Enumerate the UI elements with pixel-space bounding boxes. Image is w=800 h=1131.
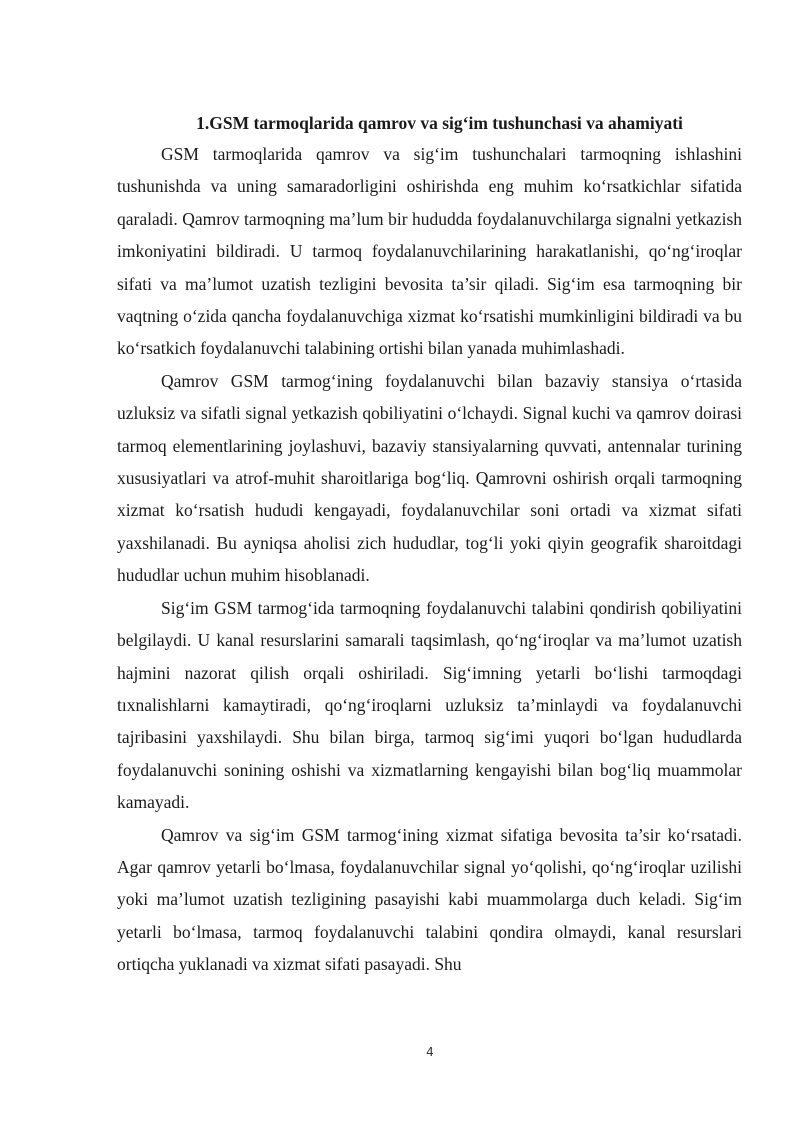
paragraph-4: Qamrov va sig‘im GSM tarmog‘ining xizmat sifatiga bevosita ta’sir ko‘rsatadi. Agar qamrov yetarli bo‘lmasa, foydalanuvchilar signal yo‘qolishi, qo‘ng‘iroqlar uzilishi yoki ma’lumot uzatish tezligining pasayishi kabi muammolarga duch keladi. Sig‘im yetarli bo‘lmasa, tarmoq foydalanuvchi talabini qondira olmaydi, kanal resurslari ortiqcha yuklanadi va xizmat sifati pasayadi. Shu xyxy=(117,824,742,975)
paragraph-2: Qamrov GSM tarmog‘ining foydalanuvchi bilan bazaviy stansiya o‘rtasida uzluksiz va sifatli signal yetkazish qobiliyatini o‘lchaydi. Signal kuchi va qamrov doirasi tarmoq elementlarining joylashuvi, bazaviy stansiyalarning quvvati, antennalar turining xususiyatlari va atrof-muhit sharoitlariga bog‘liq. Qamrovni oshirish orqali tarmoqning xizmat ko‘rsatish hududi kengayadi, foydalanuvchilar soni ortadi va xizmat sifati yaxshilanadi. Bu ayniqsa aholisi zich hududlar, tog‘li yoki qiyin geografik sharoitdagi hududlar uchun muhim hisoblanadi. xyxy=(117,370,742,586)
page-number: 4 xyxy=(426,1045,434,1059)
section-heading: 1.GSM tarmoqlarida qamrov va sig‘im tushunchasi va ahamiyati xyxy=(196,113,683,133)
paragraph-3: Sig‘im GSM tarmog‘ida tarmoqning foydalanuvchi talabini qondirish qobiliyatini belgilaydi. U kanal resurslarini samarali taqsimlash, qo‘ng‘iroqlar va ma’lumot uzatish hajmini nazorat qilish orqali oshiriladi. Sig‘imning yetarli bo‘lishi tarmoqdagi tıxnalishlarni kamaytiradi, qo‘ng‘iroqlarni uzluksiz ta’minlaydi va foydalanuvchi tajribasini yaxshilaydi. Shu bilan birga, tarmoq sig‘imi yuqori bo‘lgan hududlarda foydalanuvchi sonining oshishi va xizmatlarning kengayishi bilan bog‘liq muammolar kamayadi. xyxy=(117,597,742,813)
paragraph-1: GSM tarmoqlarida qamrov va sig‘im tushunchalari tarmoqning ishlashini tushunishda va uning samaradorligini oshirishda eng muhim ko‘rsatkichlar sifatida qaraladi. Qamrov tarmoqning ma’lum bir hududda foydalanuvchilarga signalni yetkazish imkoniyatini bildiradi. U tarmoq foydalanuvchilarining harakatlanishi, qo‘ng‘iroqlar sifati va ma’lumot uzatish tezligini bevosita ta’sir qiladi. Sig‘im esa tarmoqning bir vaqtning o‘zida qancha foydalanuvchiga xizmat ko‘rsatishi mumkinligini bildiradi va bu ko‘rsatkich foydalanuvchi talabining ortishi bilan yanada muhimlashadi. xyxy=(117,144,742,359)
page-content xyxy=(117,108,742,981)
